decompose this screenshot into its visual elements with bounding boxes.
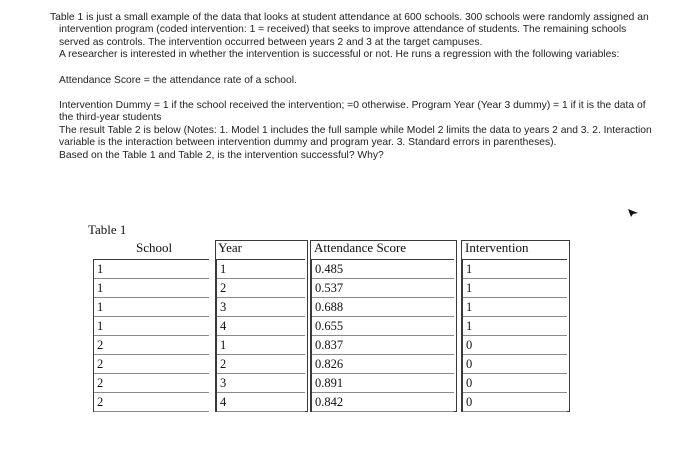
table-cell: 3 [217,298,305,317]
table-cell: 4 [217,393,305,412]
table-cell: 2 [217,279,305,298]
attendance-definition: Attendance Score = the attendance rate of a school. [59,74,297,86]
header-school: School [136,240,173,255]
table-cell: 0.688 [312,298,454,317]
table-cell: 1 [463,279,567,298]
table-cell: 2 [94,336,209,355]
table-cell: 0.485 [312,260,454,279]
table-cell: 2 [217,355,305,374]
intro-line: A researcher is interested in whether the intervention is successful or not. He runs a regression with the following variables: [59,49,620,61]
mouse-cursor-icon [627,208,639,218]
dummy-definition-line: Intervention Dummy = 1 if the school received the intervention; =0 otherwise. Program Year (Year 3 dummy) = 1 if it is the data of [59,100,646,112]
school-column [93,259,209,412]
header-year: Year [218,240,242,255]
table-cell: 2 [94,355,209,374]
intervention-column [462,259,567,412]
table-cell: 1 [217,260,305,279]
table-cell: 3 [217,374,305,393]
table-caption: Table 1 [88,222,127,237]
table-cell: 0.891 [312,374,454,393]
intro-line: served as controls. The intervention occurred between years 2 and 3 at the target campuses. [59,36,483,48]
table-cell: 0 [463,355,567,374]
intro-line: Table 1 is just a small example of the data that looks at student attendance at 600 schools. 300 schools were randomly assigned an [50,12,649,23]
table-cell: 1 [217,336,305,355]
table-cell: 0.842 [312,393,454,412]
notes-line: variable is the interaction between intervention dummy and program year. 3. Standard errors in parentheses). [59,137,557,149]
table-cell: 1 [94,317,209,336]
table-cell: 0 [463,336,567,355]
table-cell: 0 [463,393,567,412]
table-cell: 1 [463,260,567,279]
header-attendance-score: Attendance Score [314,240,407,255]
table-cell: 2 [94,374,209,393]
intro-line: intervention program (coded intervention: 1 = received) that seeks to improve attendance of students. The remaining schools [59,24,627,36]
table-cell: 0.826 [312,355,454,374]
table-cell: 1 [463,317,567,336]
notes-line: The result Table 2 is below (Notes: 1. Model 1 includes the full sample while Model 2 limits the data to years 2 and 3. 2. Interaction [59,124,652,136]
table-cell: 1 [94,298,209,317]
attendance-score-column [311,259,454,412]
question-text [50,12,680,162]
dummy-definition-line: the third-year students [59,112,162,124]
table-cell: 0 [463,374,567,393]
table-cell: 4 [217,317,305,336]
table-cell: 1 [94,279,209,298]
header-intervention: Intervention [465,240,529,255]
table-cell: 1 [463,298,567,317]
table-cell: 0.837 [312,336,454,355]
question-line: Based on the Table 1 and Table 2, is the intervention successful? Why? [59,149,384,161]
year-column [216,259,305,412]
table-cell: 1 [94,260,209,279]
table-cell: 0.537 [312,279,454,298]
table-cell: 2 [94,393,209,412]
table-cell: 0.655 [312,317,454,336]
